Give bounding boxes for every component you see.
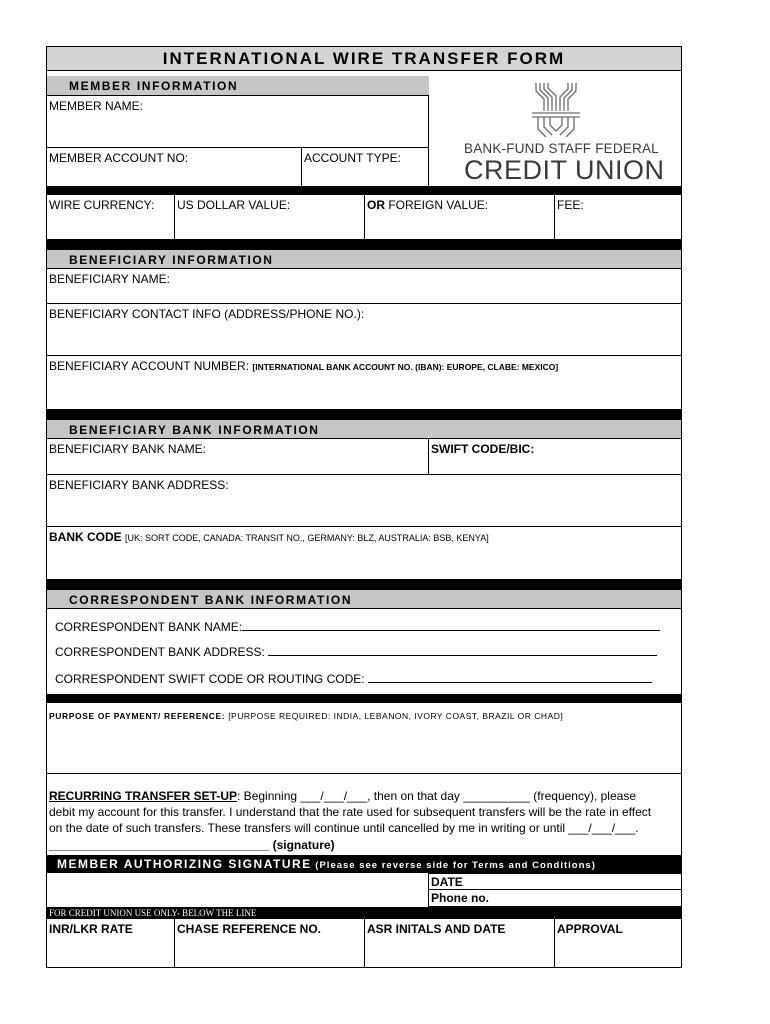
approval-field[interactable] [554, 918, 681, 968]
beneficiary-name-label: BENEFICIARY NAME: [49, 272, 170, 286]
member-section-header: MEMBER INFORMATION [47, 76, 429, 96]
member-account-no-field[interactable] [47, 147, 302, 187]
beneficiary-name-field[interactable] [47, 268, 681, 304]
bank-code-note: [UK: SORT CODE, CANADA: TRANSIT NO., GERMANY: BLZ, AUSTRALIA: BSB, KENYA] [125, 533, 489, 543]
logo-line1: BANK-FUND STAFF FEDERAL [464, 141, 659, 156]
or-label: OR [367, 198, 385, 212]
beneficiary-bank-address-field[interactable] [47, 474, 681, 527]
swift-code-label: SWIFT CODE/BIC: [431, 442, 535, 456]
recurring-line3: on the date of such transfers. These transfers will continue until cancelled by me in writing or until ___/___/___. [49, 821, 639, 836]
chase-reference-field[interactable] [174, 918, 365, 968]
wire-transfer-form [46, 46, 682, 968]
purpose-field[interactable] [47, 702, 681, 774]
beneficiary-section-header: BENEFICIARY INFORMATION [47, 249, 681, 269]
date-field[interactable] [428, 873, 681, 890]
purpose-label: PURPOSE OF PAYMENT/ REFERENCE: [49, 711, 229, 721]
correspondent-section-header: CORRESPONDENT BANK INFORMATION [47, 589, 681, 609]
member-signature-field[interactable] [47, 873, 429, 907]
correspondent-swift-input[interactable] [368, 671, 652, 683]
asr-initials-label: ASR INITALS AND DATE [367, 922, 506, 936]
beneficiary-bank-name-field[interactable] [47, 438, 429, 475]
beneficiary-bank-name-label: BENEFICIARY BANK NAME: [49, 442, 206, 456]
correspondent-address-input[interactable] [268, 644, 657, 656]
form-title: INTERNATIONAL WIRE TRANSFER FORM [47, 47, 681, 71]
approval-label: APPROVAL [557, 922, 623, 936]
authorization-bar [47, 855, 681, 873]
bank-code-label: BANK CODE [49, 530, 126, 544]
authorization-note: (Please see reverse side for Terms and Conditions) [311, 860, 596, 871]
usd-value-field[interactable] [174, 194, 365, 240]
account-type-field[interactable] [301, 147, 429, 187]
divider-bar [47, 410, 681, 419]
inr-lkr-rate-label: INR/LKR RATE [49, 922, 133, 936]
fee-field[interactable] [554, 194, 681, 240]
logo-line2: CREDIT UNION [464, 155, 665, 185]
purpose-note: [PURPOSE REQUIRED: INDIA, LEBANON, IVORY COAST, BRAZIL OR CHAD] [228, 711, 564, 721]
usd-value-label: US DOLLAR VALUE: [177, 198, 291, 212]
correspondent-name-label: CORRESPONDENT BANK NAME: [55, 620, 243, 634]
phone-label: Phone no. [431, 891, 489, 905]
fee-label: FEE: [557, 198, 584, 212]
correspondent-swift-row [55, 671, 669, 686]
beneficiary-bank-address-label: BENEFICIARY BANK ADDRESS: [49, 478, 229, 492]
correspondent-swift-label: CORRESPONDENT SWIFT CODE OR ROUTING CODE: [55, 672, 368, 686]
correspondent-name-row [55, 619, 669, 634]
foreign-value-label: FOREIGN VALUE: [385, 198, 489, 212]
authorization-label: MEMBER AUTHORIZING SIGNATURE [57, 857, 312, 871]
phone-field[interactable] [428, 889, 681, 907]
correspondent-name-input[interactable] [242, 619, 660, 631]
recurring-line2: debit my account for this transfer. I understand that the rate used for subsequent transfers will be the rate in effect [49, 805, 652, 820]
beneficiary-contact-field[interactable] [47, 303, 681, 356]
inr-lkr-rate-field[interactable] [47, 918, 175, 968]
beneficiary-bank-section-header: BENEFICIARY BANK INFORMATION [47, 419, 681, 439]
wire-currency-field[interactable] [47, 194, 175, 240]
credit-union-logo [431, 75, 681, 187]
member-name-field[interactable] [47, 95, 429, 148]
recurring-line1: : Beginning ___/___/___, then on that day __________ (frequency), please [237, 789, 636, 803]
beneficiary-account-label: BENEFICIARY ACCOUNT NUMBER: [49, 359, 253, 373]
correspondent-address-label: CORRESPONDENT BANK ADDRESS: [55, 645, 269, 659]
member-account-no-label: MEMBER ACCOUNT NO: [49, 151, 189, 165]
recurring-signature-line[interactable]: _________________________________ (signature) [49, 837, 335, 852]
divider-bar [47, 240, 681, 249]
account-type-label: ACCOUNT TYPE: [304, 151, 401, 165]
foreign-value-field[interactable] [364, 194, 555, 240]
beneficiary-contact-label: BENEFICIARY CONTACT INFO (ADDRESS/PHONE NO.): [49, 307, 365, 321]
beneficiary-account-field[interactable] [47, 355, 681, 410]
swift-code-field[interactable] [428, 438, 681, 475]
wire-currency-label: WIRE CURRENCY: [49, 198, 155, 212]
recurring-transfer-section [49, 788, 681, 853]
beneficiary-account-note: [INTERNATIONAL BANK ACCOUNT NO. (IBAN): EUROPE, CLABE: MEXICO] [252, 362, 559, 372]
office-use-banner: FOR CREDIT UNION USE ONLY- BELOW THE LINE [47, 907, 681, 919]
divider-bar [47, 580, 681, 589]
logo-emblem-icon [526, 81, 586, 141]
recurring-heading: RECURRING TRANSFER SET-UP [49, 789, 238, 803]
date-label: DATE [431, 875, 463, 889]
member-name-label: MEMBER NAME: [49, 99, 144, 113]
asr-initials-field[interactable] [364, 918, 555, 968]
bank-code-field[interactable] [47, 526, 681, 580]
chase-reference-label: CHASE REFERENCE NO. [177, 922, 322, 936]
correspondent-address-row [55, 644, 669, 659]
